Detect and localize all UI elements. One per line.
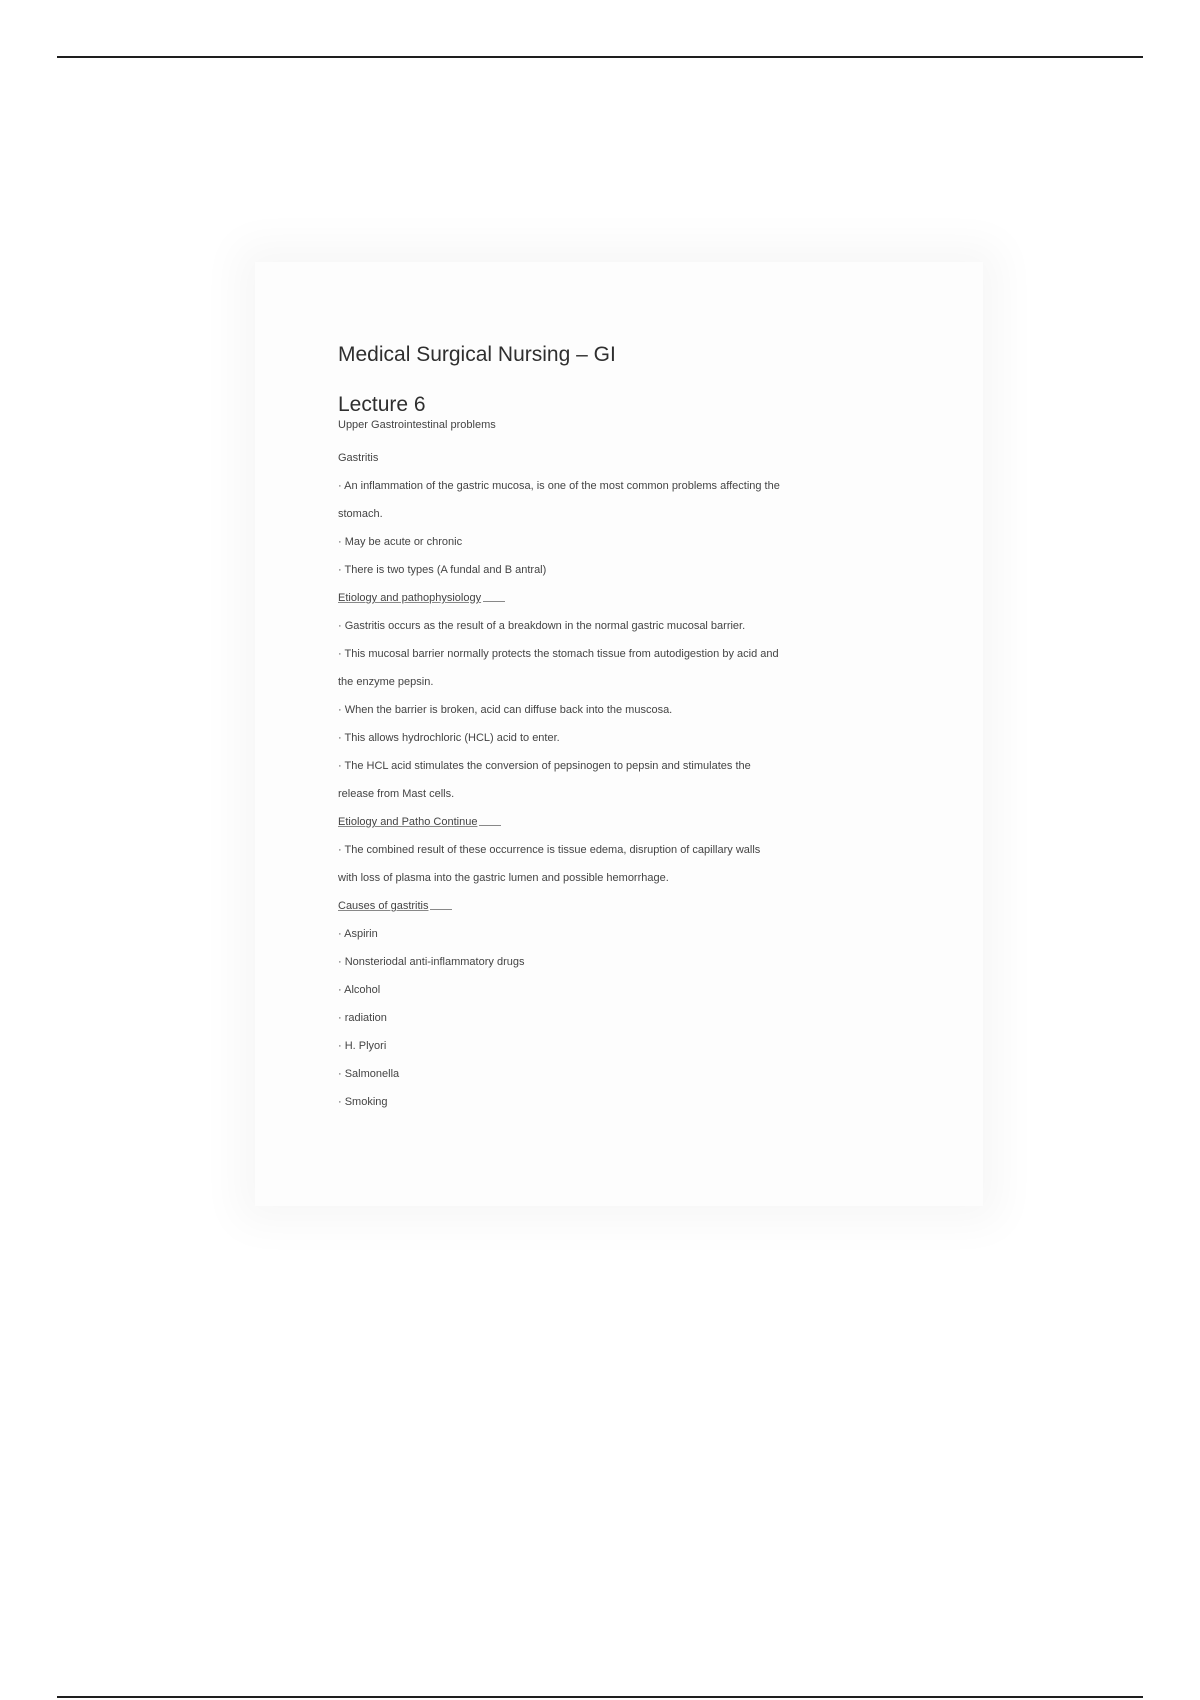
etiology-lines [338, 612, 898, 808]
document-subtitle: Upper Gastrointestinal problems [338, 419, 496, 431]
underline-tail [479, 808, 501, 826]
document-content [338, 338, 898, 1116]
list-item: · radiation [338, 1012, 387, 1024]
etiology-continue-heading-text: Etiology and Patho Continue [338, 816, 478, 828]
etiology-continue-lines [338, 836, 898, 892]
lecture-heading: Lecture 6 [338, 393, 426, 416]
text-line: · When the barrier is broken, acid can diffuse back into the muscosa. [338, 704, 673, 716]
gastritis-lines [338, 472, 898, 584]
etiology-heading-text: Etiology and pathophysiology [338, 592, 482, 604]
bottom-divider [57, 1696, 1143, 1698]
list-item: · Nonsteriodal anti-inflammatory drugs [338, 956, 525, 968]
causes-heading [338, 892, 898, 920]
text-line: · This mucosal barrier normally protects the stomach tissue from autodigestion by acid and [338, 648, 779, 660]
text-line: the enzyme pepsin. [338, 676, 434, 688]
text-line: · There is two types (A fundal and B antral) [338, 564, 547, 576]
list-item: · Smoking [338, 1096, 388, 1108]
text-line: · The HCL acid stimulates the conversion of pepsinogen to pepsin and stimulates the [338, 760, 751, 772]
etiology-continue-heading [338, 808, 898, 836]
text-line: · An inflammation of the gastric mucosa, is one of the most common problems affecting the [338, 480, 780, 492]
list-item: · Salmonella [338, 1068, 400, 1080]
causes-list [338, 920, 898, 1116]
etiology-heading [338, 584, 898, 612]
gastritis-label: Gastritis [338, 452, 379, 464]
text-line: · The combined result of these occurrence is tissue edema, disruption of capillary walls [338, 844, 761, 856]
text-line: with loss of plasma into the gastric lumen and possible hemorrhage. [338, 872, 669, 884]
underline-tail [483, 584, 505, 602]
text-line: stomach. [338, 508, 383, 520]
list-item: · Alcohol [338, 984, 381, 996]
list-item: · Aspirin [338, 928, 378, 940]
text-line: · May be acute or chronic [338, 536, 463, 548]
top-divider [57, 56, 1143, 58]
underline-tail [430, 892, 452, 910]
text-line: release from Mast cells. [338, 788, 455, 800]
text-line: · Gastritis occurs as the result of a breakdown in the normal gastric mucosal barrier. [338, 620, 746, 632]
text-line: · This allows hydrochloric (HCL) acid to enter. [338, 732, 560, 744]
document-title: Medical Surgical Nursing – GI [338, 343, 616, 366]
causes-heading-text: Causes of gastritis [338, 900, 429, 912]
list-item: · H. Plyori [338, 1040, 387, 1052]
